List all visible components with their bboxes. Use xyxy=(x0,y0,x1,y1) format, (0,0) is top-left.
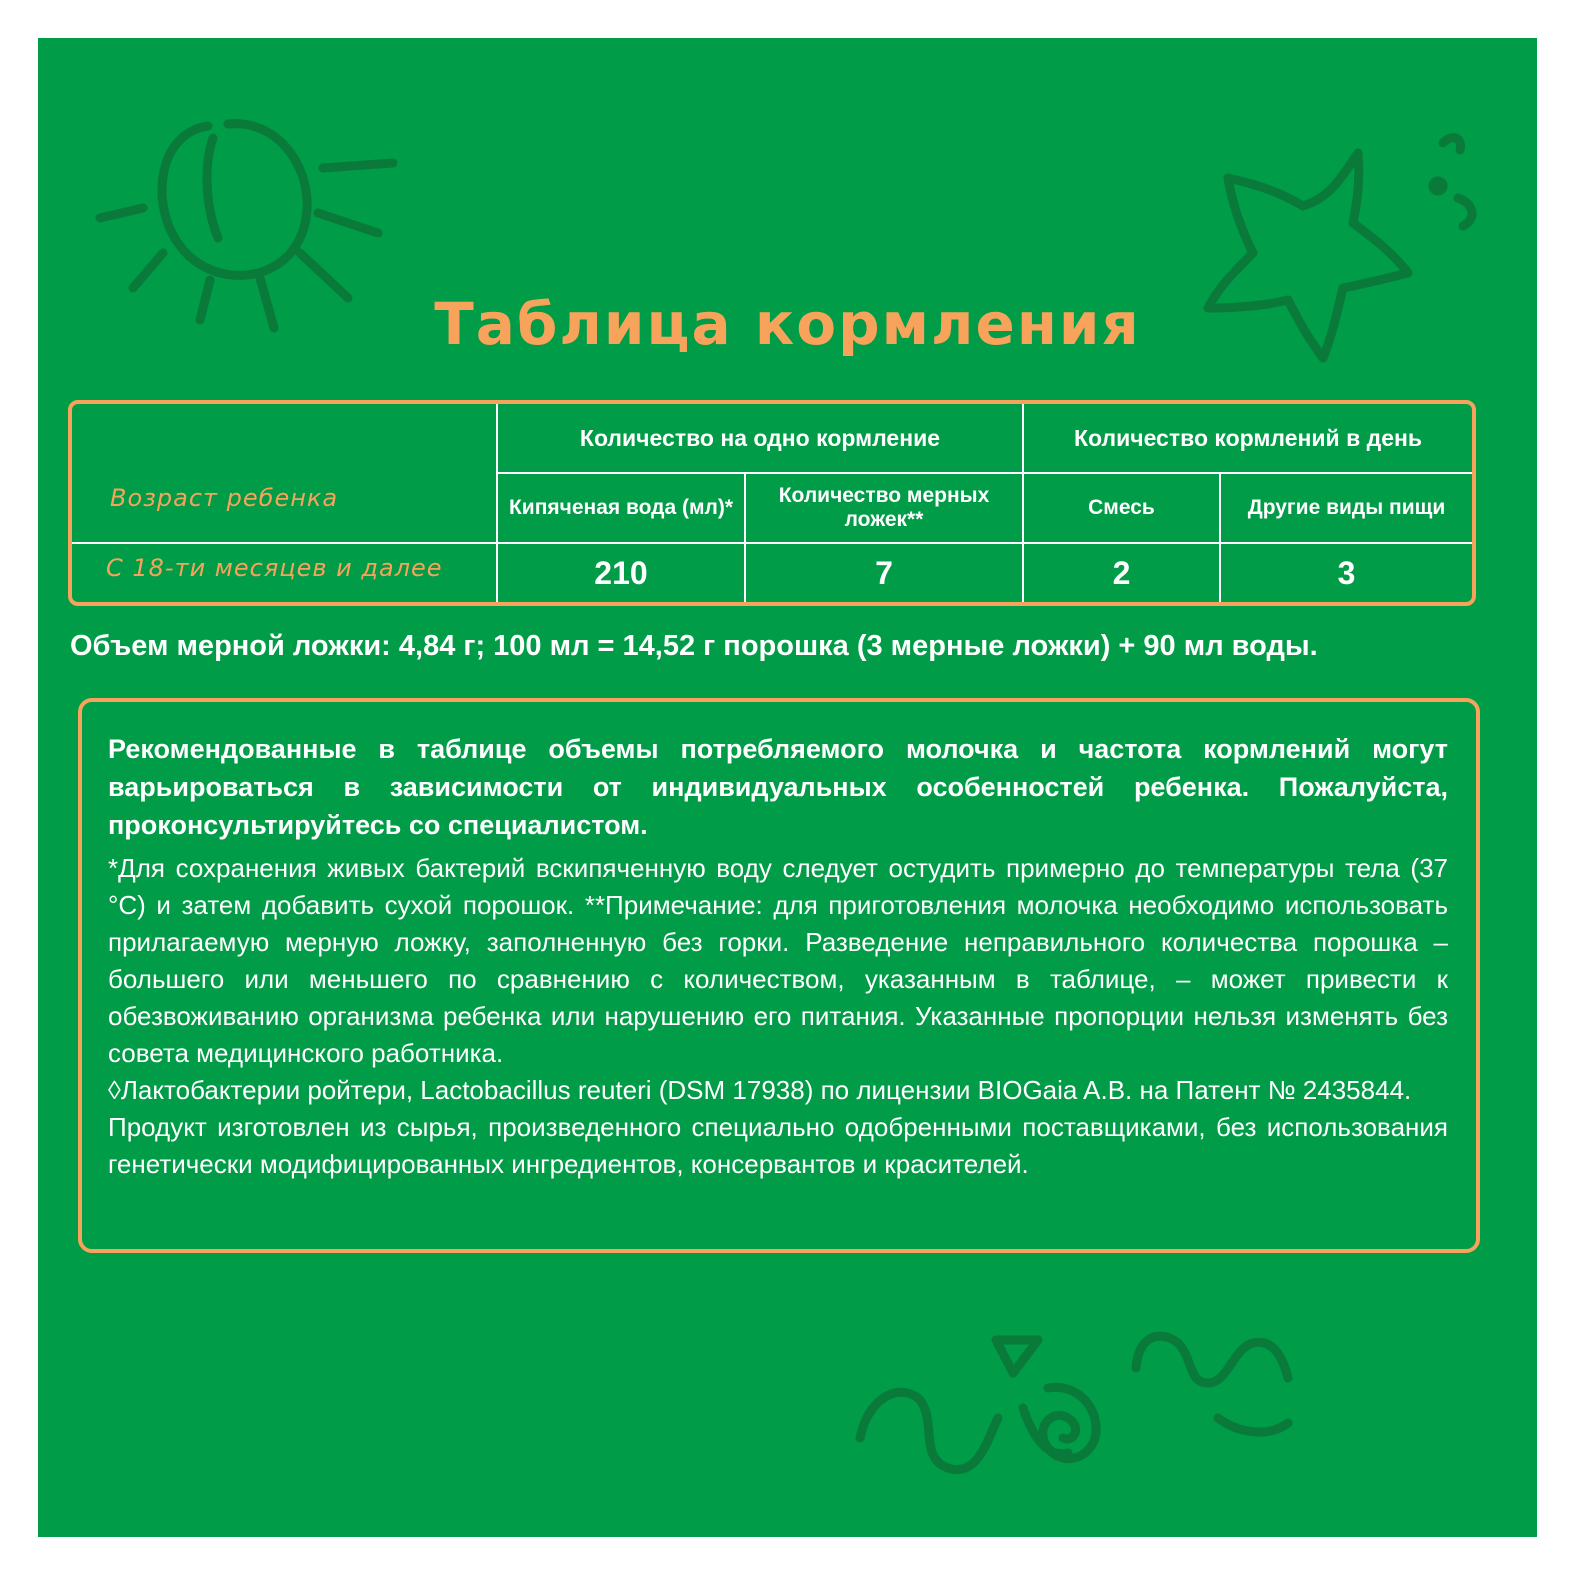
ingredients-note: Продукт изготовлен из сырья, произведенного специально одобренными поставщиками, без использования генетически модифицированных ингредиентов, консервантов и красителей. xyxy=(108,1112,1448,1179)
header-per-feeding: Количество на одно кормление xyxy=(579,424,941,451)
cell-other-food: 3 xyxy=(1337,554,1356,591)
header-scoops: Количество мерных ложек** xyxy=(778,484,990,531)
page-title: Таблица кормления xyxy=(434,290,1141,358)
recommendation-text: Рекомендованные в таблице объемы потребляемого молочка и частота кормлений могут варьироваться в зависимости от индивидуальных особенностей ребенка. Пожалуйста, проконсультируйтесь со специалистом. xyxy=(108,734,1448,840)
header-water: Кипяченая вода (мл)* xyxy=(508,496,734,519)
cell-formula: 2 xyxy=(1112,554,1131,591)
header-per-day: Количество кормлений в день xyxy=(1073,424,1423,451)
feeding-table-panel xyxy=(38,38,1537,1537)
header-formula: Смесь xyxy=(1088,496,1155,519)
cell-scoops: 7 xyxy=(875,554,893,591)
preparation-note: *Для сохранения живых бактерий вскипяченную воду следует остудить примерно до температуры тела (37 °С) и затем добавить сухой порошок. **Примечание: для приготовления молочка необходимо использовать прилагаемую мерную ложку, заполненную без горки. Разведение неправильного количества порошка – большего или меньшего по сравнению с количеством, указанным в таблице, – может привести к обезвоживанию организма ребенка или нарушению его питания. Указанные пропорции нельзя изменять без совета медицинского работника. xyxy=(108,853,1448,1068)
age-header: Возраст ребенка xyxy=(110,484,339,512)
cell-water: 210 xyxy=(594,554,648,591)
notes-box xyxy=(78,698,1480,1253)
scoop-volume-info: Объем мерной ложки: 4,84 г; 100 мл = 14,52 г порошка (3 мерные ложки) + 90 мл воды. xyxy=(70,630,1318,662)
feeding-table xyxy=(68,400,1476,606)
header-other-food: Другие виды пищи xyxy=(1247,496,1446,519)
squiggle-icon xyxy=(860,1336,1288,1469)
row-age: С 18-ти месяцев и далее xyxy=(106,554,443,582)
lactobacteria-note: ◊Лактобактерии ройтери, Lactobacillus reuteri (DSM 17938) по лицензии BIOGaia A.B. на Патент № 2435844. xyxy=(108,1075,1412,1105)
